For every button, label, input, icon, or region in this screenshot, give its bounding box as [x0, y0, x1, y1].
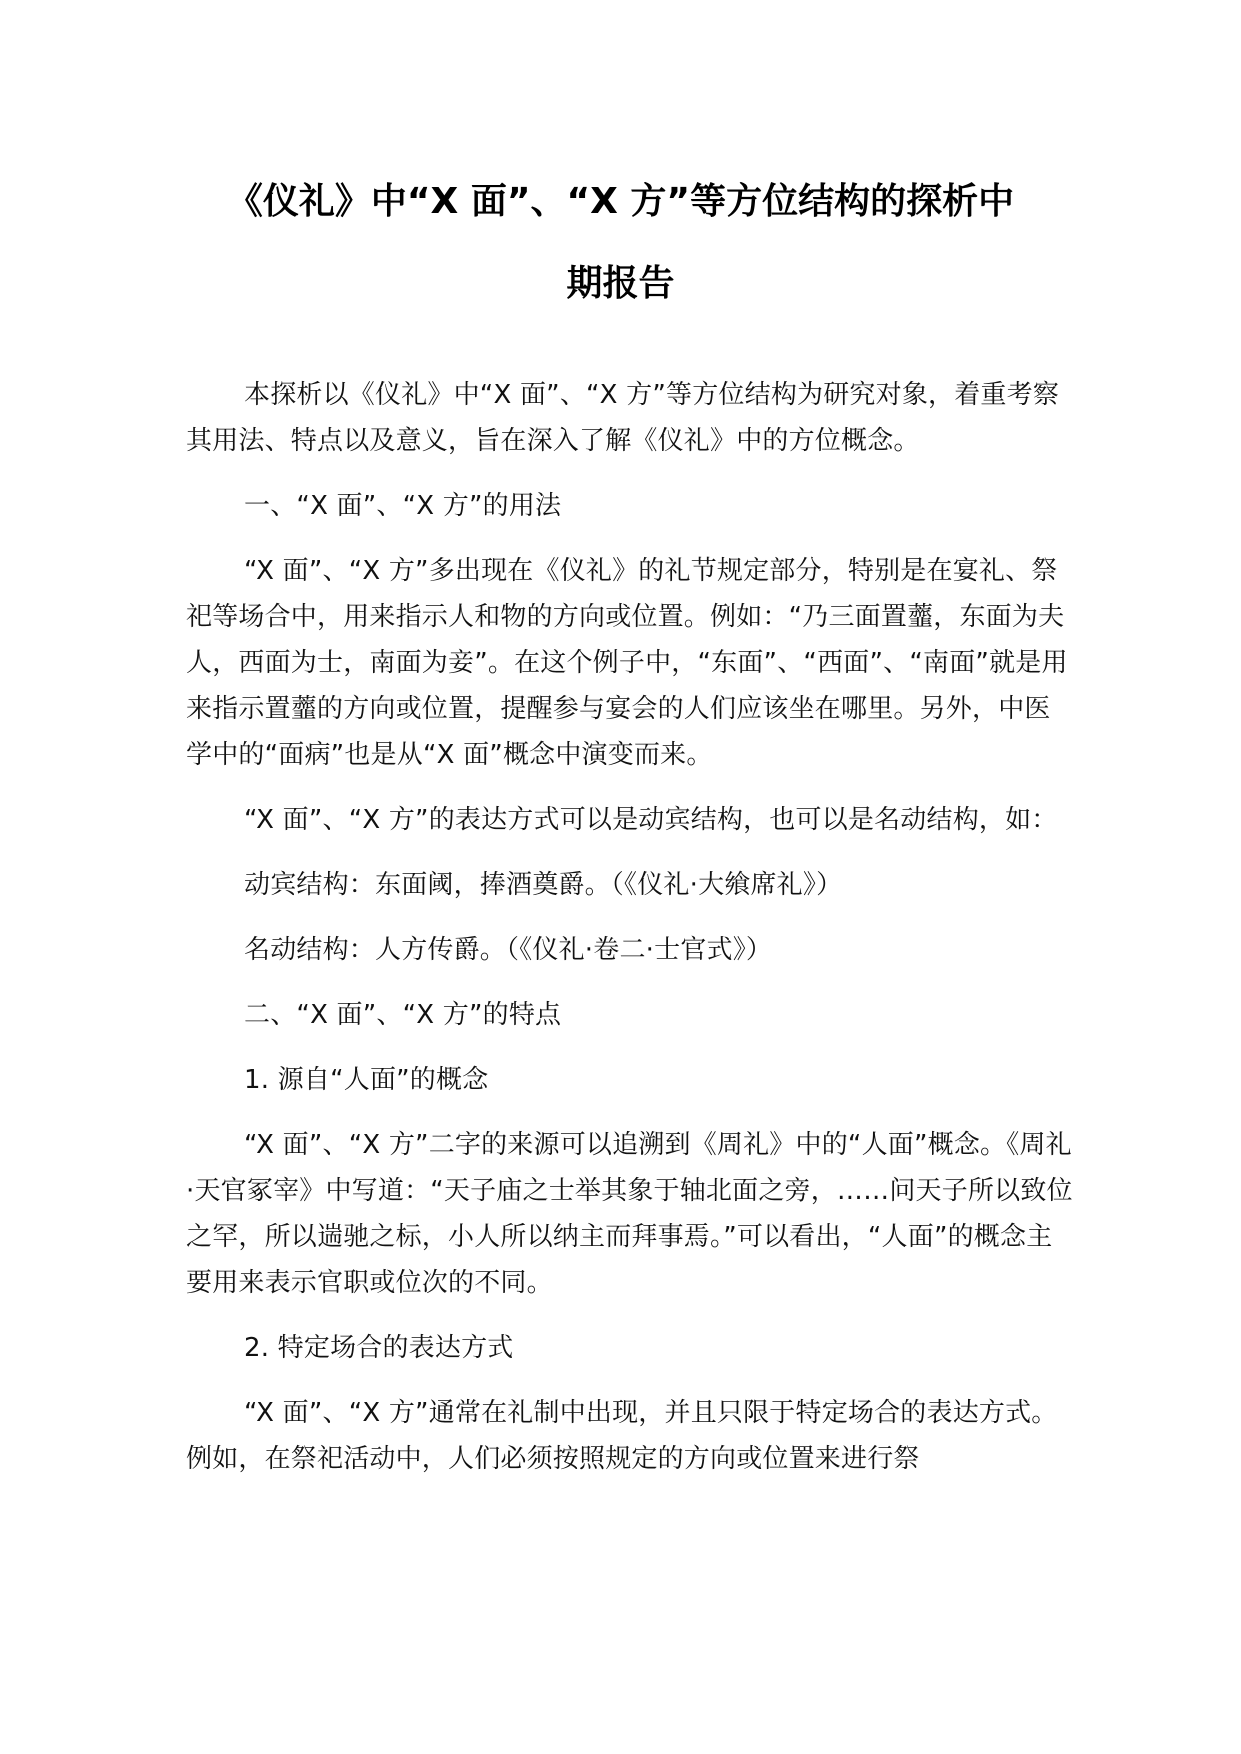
document-title-line-2: 期报告	[566, 263, 675, 304]
subheading-origin: 1. 源自“人面”的概念	[244, 1065, 489, 1095]
document-title-line-1: 《仪礼》中“X 面”、“X 方”等方位结构的探析中	[226, 181, 1015, 222]
paragraph-intro: 本探析以《仪礼》中“X 面”、“X 方”等方位结构为研究对象，着重考察其用法、特点以及意义，旨在深入了解《仪礼》中的方位概念。	[186, 380, 1060, 456]
paragraph-usage: “X 面”、“X 方”多出现在《仪礼》的礼节规定部分，特别是在宴礼、祭祀等场合中，用来指示人和物的方向或位置。例如：“乃三面置虀，东面为夫人，西面为士，南面为妾”。在这个例子中，“东面”、“西面”、“南面”就是用来指示置虀的方向或位置，提醒参与宴会的人们应该坐在哪里。另外，中医学中的“面病”也是从“X 面”概念中演变而来。	[186, 556, 1068, 770]
section-heading-features: 二、“X 面”、“X 方”的特点	[244, 1000, 562, 1030]
paragraph-example-nv: 名动结构：人方传爵。（《仪礼·卷二·士官式》）	[244, 935, 773, 965]
paragraph-expression: “X 面”、“X 方”的表达方式可以是动宾结构，也可以是名动结构，如：	[244, 805, 1058, 835]
paragraph-occasion: “X 面”、“X 方”通常在礼制中出现，并且只限于特定场合的表达方式。例如，在祭祀活动中，人们必须按照规定的方向或位置来进行祭	[186, 1398, 1058, 1474]
subheading-occasion: 2. 特定场合的表达方式	[244, 1333, 514, 1363]
paragraph-origin: “X 面”、“X 方”二字的来源可以追溯到《周礼》中的“人面”概念。《周礼·天官冢宰》中写道：“天子庙之士举其象于轴北面之旁，……问天子所以致位之罕，所以遄驰之标，小人所以纳主而拜事焉。”可以看出，“人面”的概念主要用来表示官职或位次的不同。	[186, 1130, 1073, 1298]
paragraph-example-vo: 动宾结构：东面阈，捧酒奠爵。（《仪礼·大飨席礼》）	[244, 870, 843, 900]
document-body	[186, 372, 1074, 1501]
section-heading-usage: 一、“X 面”、“X 方”的用法	[244, 491, 562, 521]
